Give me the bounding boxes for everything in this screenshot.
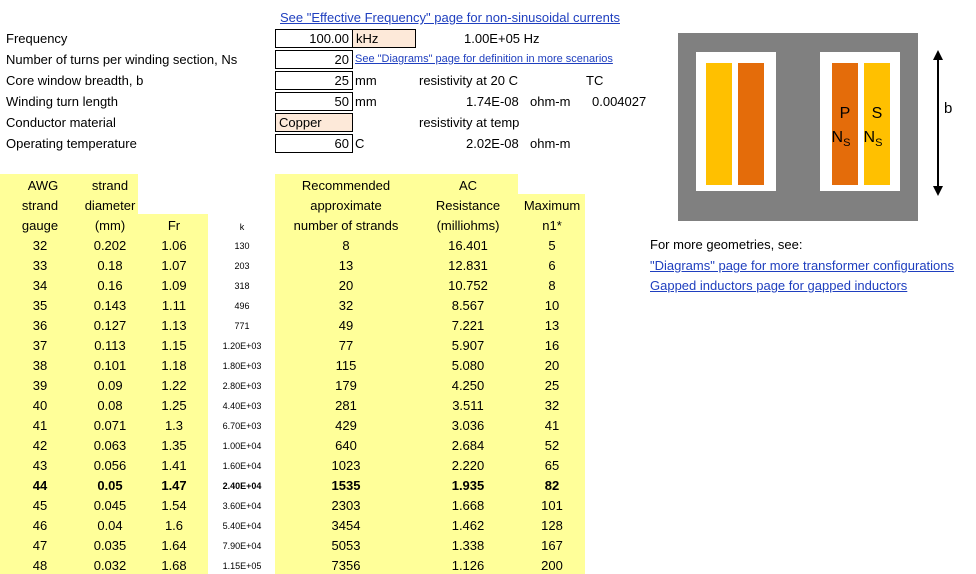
cell-d: 0.08 [97,398,123,413]
cell-m: 8 [548,278,556,293]
cell-n: 179 [335,378,357,393]
turn-length-unit: mm [355,94,377,109]
turn-length-input[interactable]: 50 [275,92,353,111]
cell-n: 1535 [331,478,361,493]
header-ac-1: AC [458,178,478,193]
header-max-1: Maximum [523,198,581,213]
label-np: $N_S$ [831,129,851,149]
cell-fr: 1.11 [161,298,187,313]
header-ac-2: Resistance [435,198,501,213]
header-awg-3: gauge [21,218,59,233]
label-frequency: Frequency [6,31,68,46]
cell-awg: 45 [32,498,48,513]
temperature-input[interactable]: 60 [275,134,353,153]
cell-r: 16.401 [448,238,488,253]
more-geometries-text: For more geometries, see: [650,237,803,252]
label-material: Conductor material [6,115,116,130]
cell-m: 167 [541,538,563,553]
cell-fr: 1.6 [164,518,184,533]
cell-k: 496 [234,301,250,311]
cell-awg: 39 [32,378,48,393]
cell-m: 10 [544,298,560,313]
frequency-hz: 1.00E+05 Hz [464,31,540,46]
cell-fr: 1.54 [161,498,187,513]
cell-awg: 35 [32,298,48,313]
cell-n: 77 [338,338,354,353]
label-s: S [871,105,883,122]
cell-k: 203 [234,261,250,271]
cell-m: 13 [544,318,560,333]
breadth-input[interactable]: 25 [275,71,353,90]
cell-m: 5 [548,238,556,253]
cell-d: 0.032 [93,558,127,573]
resistivity-temp-label: resistivity at temp [419,115,520,130]
cell-fr: 1.68 [161,558,187,573]
cell-r: 1.935 [451,478,485,493]
cell-fr: 1.13 [161,318,187,333]
cell-n: 32 [338,298,354,313]
cell-m: 41 [544,418,560,433]
cell-m: 16 [544,338,560,353]
diagrams-more-link[interactable]: "Diagrams" page for more transformer configurations [650,258,955,273]
cell-k: 1.80E+03 [222,361,262,371]
cell-r: 1.126 [451,558,485,573]
left-primary-winding [738,63,764,185]
cell-d: 0.063 [93,438,127,453]
cell-k: 4.40E+03 [222,401,262,411]
cell-fr: 1.18 [161,358,187,373]
cell-m: 65 [544,458,560,473]
cell-d: 0.202 [93,238,127,253]
cell-r: 5.080 [451,358,485,373]
cell-awg: 32 [32,238,48,253]
cell-k: 2.80E+03 [222,381,262,391]
header-awg-2: strand [21,198,59,213]
cell-awg: 41 [32,418,48,433]
cell-r: 5.907 [451,338,485,353]
header-rec-1: Recommended [301,178,391,193]
header-rec-3: number of strands [293,218,399,233]
header-max-2: n1* [542,218,562,233]
cell-awg: 34 [32,278,48,293]
tc-value: 0.004027 [592,94,647,109]
resistivity-20c-value: 1.74E-08 [466,94,519,109]
cell-d: 0.071 [93,418,127,433]
frequency-unit[interactable]: kHz [352,29,416,48]
temperature-unit: C [355,136,365,151]
cell-n: 640 [335,438,357,453]
cell-awg: 40 [32,398,48,413]
cell-r: 8.567 [451,298,485,313]
cell-n: 281 [335,398,357,413]
cell-r: 4.250 [451,378,485,393]
label-p: P [839,105,851,122]
cell-d: 0.05 [97,478,123,493]
cell-d: 0.056 [93,458,127,473]
cell-k: 7.90E+04 [222,541,262,551]
resistivity-20c-unit: ohm-m [530,94,571,109]
cell-r: 3.036 [451,418,485,433]
cell-awg: 46 [32,518,48,533]
cell-k: 2.40E+04 [222,481,262,491]
cell-awg: 43 [32,458,48,473]
header-fr: Fr [167,218,181,233]
cell-fr: 1.06 [161,238,187,253]
cell-fr: 1.3 [164,418,184,433]
cell-r: 3.511 [452,398,484,413]
header-rec-2: approximate [310,198,382,213]
cell-r: 12.831 [448,258,488,273]
label-turn-length: Winding turn length [6,94,119,109]
cell-fr: 1.07 [161,258,187,273]
cell-n: 7356 [331,558,361,573]
resistivity-temp-value: 2.02E-08 [466,136,519,151]
left-secondary-winding [706,63,732,185]
header-diam-1: strand [91,178,129,193]
right-secondary-winding [864,63,890,185]
cell-k: 3.60E+04 [222,501,262,511]
cell-awg: 33 [32,258,48,273]
header-awg-1: AWG [27,178,59,193]
cell-k: 1.15E+05 [222,561,262,571]
cell-m: 6 [548,258,556,273]
cell-r: 2.684 [451,438,485,453]
label-ns: $N_S$ [863,129,883,149]
cell-awg: 38 [32,358,48,373]
cell-m: 25 [544,378,560,393]
cell-fr: 1.22 [161,378,187,393]
cell-awg: 48 [32,558,48,573]
effective-frequency-link[interactable]: See "Effective Frequency" page for non-sinusoidal currents [280,10,620,25]
cell-k: 130 [234,241,250,251]
cell-k: 1.00E+04 [222,441,262,451]
cell-r: 2.220 [451,458,485,473]
cell-fr: 1.15 [161,338,187,353]
header-ac-3: (milliohms) [436,218,500,233]
cell-k: 318 [234,281,250,291]
cell-d: 0.127 [93,318,127,333]
cell-d: 0.045 [93,498,127,513]
cell-m: 101 [541,498,563,513]
header-diam-2: diameter [84,198,136,213]
cell-fr: 1.35 [161,438,187,453]
cell-n: 13 [338,258,354,273]
cell-n: 3454 [331,518,361,533]
cell-n: 2303 [331,498,361,513]
cell-d: 0.18 [97,258,123,273]
cell-awg: 42 [32,438,48,453]
cell-fr: 1.25 [161,398,187,413]
cell-k: 6.70E+03 [222,421,262,431]
cell-n: 20 [338,278,354,293]
cell-k: 771 [234,321,250,331]
tc-label: TC [586,73,604,88]
gapped-inductors-link[interactable]: Gapped inductors page for gapped inductors [650,278,908,293]
cell-fr: 1.47 [161,478,187,493]
material-select[interactable]: Copper [275,113,353,132]
cell-d: 0.09 [97,378,123,393]
cell-d: 0.143 [93,298,127,313]
right-primary-winding [832,63,858,185]
cell-m: 32 [544,398,560,413]
cell-d: 0.101 [93,358,127,373]
cell-fr: 1.41 [161,458,187,473]
cell-m: 200 [541,558,563,573]
cell-m: 20 [544,358,560,373]
cell-k: 5.40E+04 [222,521,262,531]
cell-k: 1.60E+04 [222,461,262,471]
cell-fr: 1.64 [161,538,187,553]
cell-d: 0.04 [97,518,123,533]
cell-d: 0.16 [97,278,123,293]
cell-awg: 37 [32,338,48,353]
cell-n: 115 [335,358,357,373]
label-turns: Number of turns per winding section, Ns [6,52,238,67]
cell-n: 429 [335,418,357,433]
cell-n: 8 [342,238,350,253]
transformer-diagram [652,8,948,231]
diagrams-definition-link[interactable]: See "Diagrams" page for definition in more scenarios [355,53,613,65]
cell-r: 10.752 [448,278,488,293]
cell-k: 1.20E+03 [222,341,262,351]
cell-d: 0.035 [93,538,127,553]
cell-m: 82 [544,478,560,493]
cell-awg: 36 [32,318,48,333]
cell-m: 128 [541,518,563,533]
label-b: b [944,100,953,117]
label-temperature: Operating temperature [6,136,137,151]
label-window-breadth: Core window breadth, b [6,73,144,88]
cell-r: 1.668 [451,498,485,513]
cell-n: 49 [338,318,354,333]
cell-d: 0.113 [94,338,126,353]
cell-r: 7.221 [451,318,485,333]
header-diam-3: (mm) [94,218,126,233]
turns-input[interactable]: 20 [275,50,353,69]
cell-m: 52 [544,438,560,453]
cell-n: 5053 [331,538,361,553]
cell-r: 1.338 [451,538,485,553]
cell-r: 1.462 [451,518,485,533]
frequency-input[interactable]: 100.00 [275,29,353,48]
cell-awg: 44 [32,478,48,493]
cell-fr: 1.09 [161,278,187,293]
resistivity-temp-unit: ohm-m [530,136,571,151]
breadth-unit: mm [355,73,377,88]
resistivity-20c-label: resistivity at 20 C [419,73,518,88]
header-k: k [239,222,245,232]
cell-awg: 47 [32,538,48,553]
cell-n: 1023 [331,458,361,473]
